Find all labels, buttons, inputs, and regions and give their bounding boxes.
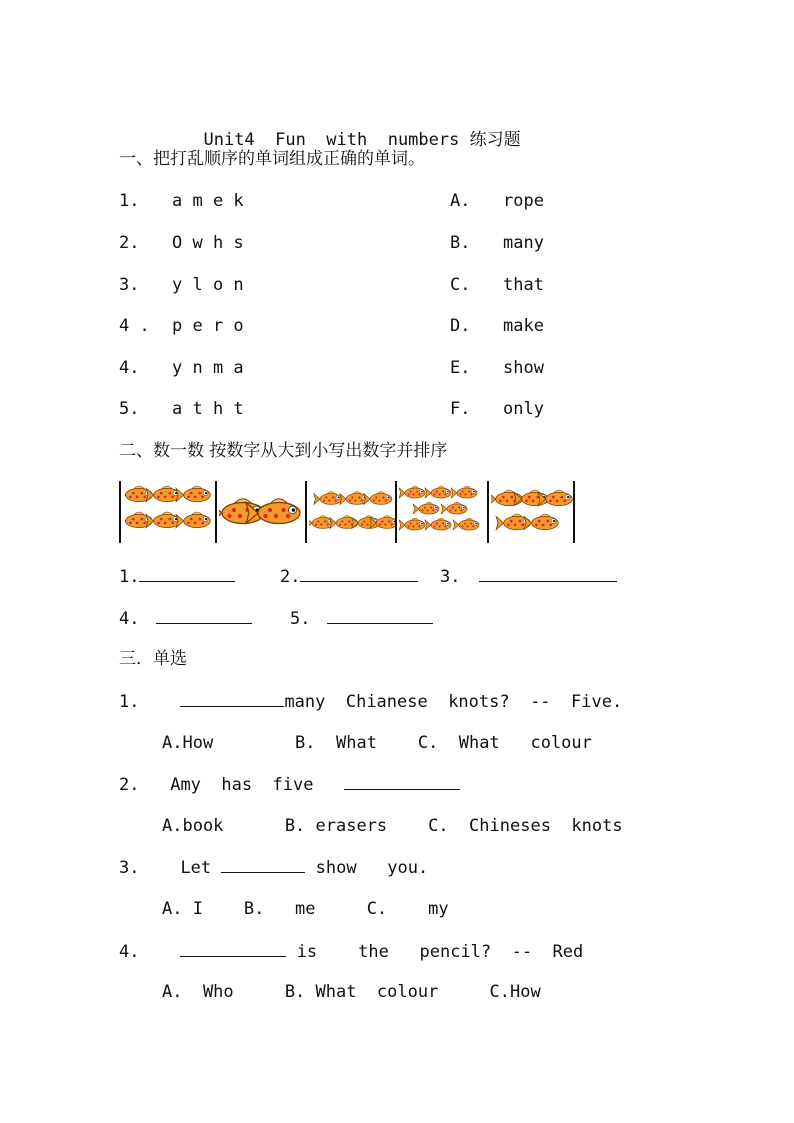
option-word: show xyxy=(503,358,544,378)
fish-group-1-image xyxy=(125,481,215,543)
fish-icon xyxy=(176,512,210,528)
fish-icon xyxy=(364,492,392,505)
fish-icon xyxy=(146,486,180,502)
item-number: 1. xyxy=(119,191,140,211)
fish-group-2 xyxy=(219,481,305,543)
section2-heading: 二、数一数 按数字从大到小写出数字并排序 xyxy=(119,441,448,461)
fish-icon xyxy=(219,499,264,524)
answer-blank-5[interactable]: 5. xyxy=(290,607,433,630)
scrambled-word: a t h t xyxy=(172,399,244,419)
section1-heading: 一、把打乱顺序的单词组成正确的单词。 xyxy=(119,149,425,169)
question-1-options[interactable]: A.How B. What C. What colour xyxy=(162,733,592,753)
fish-icon xyxy=(352,516,380,529)
option-letter: B. xyxy=(450,233,471,253)
fish-icon xyxy=(441,502,467,514)
page-title: Unit4 Fun with numbers 练习题 xyxy=(203,130,521,150)
divider xyxy=(573,481,575,543)
option-letter: C. xyxy=(450,275,471,295)
answer-blank-3[interactable]: 3. xyxy=(440,565,617,588)
item-number: 4. xyxy=(119,358,140,378)
fish-icon xyxy=(176,486,210,502)
question-2-options[interactable]: A.book B. erasers C. Chineses knots xyxy=(162,816,623,836)
fish-group-5-image xyxy=(491,481,573,543)
scrambled-word: O w h s xyxy=(172,233,244,253)
scrambled-word: a m e k xyxy=(172,191,244,211)
question-4: 4. is the pencil? -- Red xyxy=(119,942,584,962)
question-1: 1. many Chianese knots? -- Five. xyxy=(119,692,623,712)
option-word: that xyxy=(503,275,544,295)
fish-icon xyxy=(453,518,479,530)
item-number: 4 . xyxy=(119,316,150,336)
option-word: many xyxy=(503,233,544,253)
option-letter: E. xyxy=(450,358,471,378)
fish-icon xyxy=(399,518,425,530)
fish-group-3 xyxy=(309,481,395,543)
fish-icon xyxy=(451,486,477,498)
divider xyxy=(487,481,489,543)
fish-icon xyxy=(146,512,180,528)
item-number: 2. xyxy=(119,233,140,253)
fish-group-2-image xyxy=(219,481,305,543)
option-word: only xyxy=(503,399,544,419)
question-4-options[interactable]: A. Who B. What colour C.How xyxy=(162,982,541,1002)
scrambled-word: y n m a xyxy=(172,358,244,378)
fish-group-4 xyxy=(399,481,487,543)
scrambled-word: p e r o xyxy=(172,316,244,336)
fish-group-3-image xyxy=(309,481,395,543)
question-3-options[interactable]: A. I B. me C. my xyxy=(162,899,449,919)
option-letter: A. xyxy=(450,191,471,211)
fish-group-1 xyxy=(125,481,215,543)
fish-icon xyxy=(524,514,558,530)
answer-blank-1[interactable]: 1. xyxy=(119,565,235,588)
answer-blank-2[interactable]: 2. xyxy=(280,565,418,588)
option-word: rope xyxy=(503,191,544,211)
divider xyxy=(395,481,397,543)
fish-counting-row xyxy=(119,481,579,543)
question-3: 3. Let show you. xyxy=(119,858,429,878)
fish-icon xyxy=(399,486,425,498)
option-letter: D. xyxy=(450,316,471,336)
fish-icon xyxy=(413,502,439,514)
fish-icon xyxy=(425,486,451,498)
option-letter: F. xyxy=(450,399,471,419)
scrambled-word: y l o n xyxy=(172,275,244,295)
divider xyxy=(119,481,121,543)
fish-group-4-image xyxy=(399,481,487,543)
divider xyxy=(215,481,217,543)
option-word: make xyxy=(503,316,544,336)
question-2: 2. Amy has five xyxy=(119,773,460,796)
item-number: 5. xyxy=(119,399,140,419)
fish-icon xyxy=(314,492,342,505)
answer-blank-4[interactable]: 4. xyxy=(119,607,252,630)
fish-icon xyxy=(425,518,451,530)
fish-group-5 xyxy=(491,481,573,543)
divider xyxy=(305,481,307,543)
item-number: 3. xyxy=(119,275,140,295)
section3-heading: 三．单选 xyxy=(119,649,187,669)
